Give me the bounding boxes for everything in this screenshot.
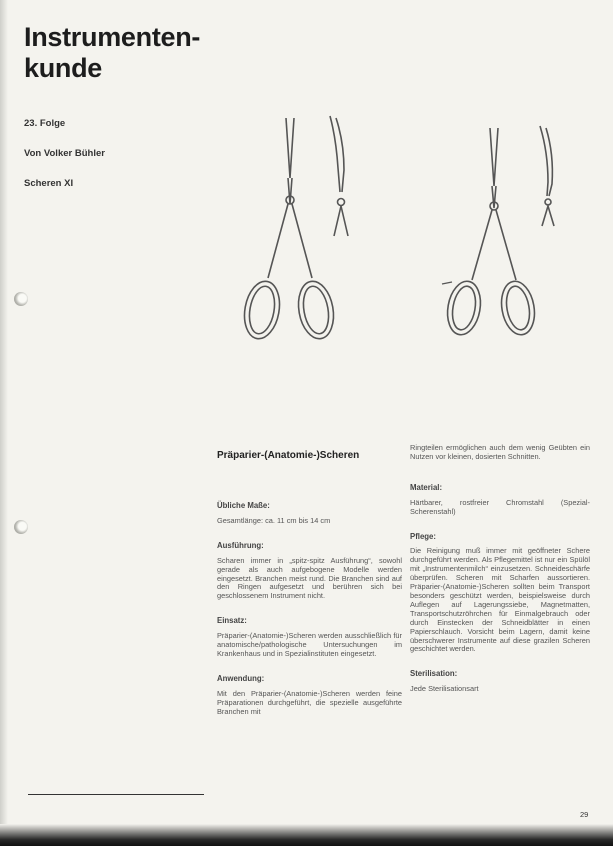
subject-label: Scheren XI xyxy=(24,178,74,189)
material-label: Material: xyxy=(410,482,443,492)
page-number: 29 xyxy=(580,810,589,819)
usual-sizes-text: Gesamtlänge: ca. 11 cm bis 14 cm xyxy=(217,515,331,525)
material-text: Härtbarer, rostfreier Chromstahl (Spezial-Scherenstahl) xyxy=(410,497,590,516)
section-heading: Präparier-(Anatomie-)Scheren xyxy=(217,450,360,461)
footer-rule xyxy=(28,794,204,795)
scissors-illustration xyxy=(210,108,570,348)
page-title xyxy=(24,22,200,84)
use-text: Präparier-(Anatomie-)Scheren werden ausschließlich für anatomische/pathologische Untersuchungen im Krankenhaus und in Spezialinstituten eingesetzt. xyxy=(217,631,402,658)
curved-tip-detail-2 xyxy=(540,126,554,226)
sterilization-label: Sterilisation: xyxy=(410,669,458,679)
curved-scissors-image xyxy=(444,128,539,337)
title-line-1: Instrumenten- xyxy=(24,22,201,52)
page-shadow-bottom xyxy=(0,824,613,846)
page-shadow-left xyxy=(0,0,8,846)
binder-hole-bottom xyxy=(14,520,28,534)
binder-hole-top xyxy=(14,292,28,306)
curved-tip-detail-1 xyxy=(330,116,348,236)
intro-text: Ringteilen ermöglichen auch dem wenig Geübten ein Nutzen vor kleinen, dosierten Schnitten. xyxy=(410,443,590,461)
title-line-2: kunde xyxy=(24,53,103,83)
straight-scissors-image xyxy=(240,118,338,342)
sterilization-text: Jede Sterilisationsart xyxy=(410,684,479,694)
usual-sizes-label: Übliche Maße: xyxy=(217,501,270,510)
right-column xyxy=(410,444,590,694)
design-label: Ausführung: xyxy=(217,540,264,550)
design-text: Scharen immer in „spitz-spitz Ausführung“, sowohl gerade als auch aufgebogene Modelle werden eingesetzt. Branchen meist rund. Die Branchen sind auf den Ringen aufgesetzt und berühren sich bei geschlossenem Instrument nicht. xyxy=(217,555,402,601)
use-label: Einsatz: xyxy=(217,616,247,626)
care-text: Die Reinigung muß immer mit geöffneter Schere durchgeführt werden. Als Pflegemittel ist nur ein Spülöl mit „Instrumentenmilch“ einzusetzen. Schneideschärfe überprüfen. Scheren mit Scharfen aussortieren. Präparier-(Anatomie-)Scheren sollten beim Transport besonders geschützt werden, beispielsweise durch Auflegen auf Lagerungssiebe, Magnetmatten, Transportschutzröhrchen für Einmalgebrauch oder durch Einstecken der Schneidblätter in einen Papierschlauch. Vorsicht beim Lagern, damit keine überschwerer Instrumente auf diese grazilen Scheren geschichtet werden. xyxy=(410,546,590,654)
application-text: Mit den Präparier-(Anatomie-)Scheren werden feine Präparationen durchgeführt, die spezielle ausgeführte Branchen mit xyxy=(217,688,402,716)
application-label: Anwendung: xyxy=(217,673,265,683)
left-column xyxy=(217,502,402,717)
series-label: 23. Folge xyxy=(24,118,66,129)
author-label: Von Volker Bühler xyxy=(24,148,105,159)
care-label: Pflege: xyxy=(410,531,436,541)
